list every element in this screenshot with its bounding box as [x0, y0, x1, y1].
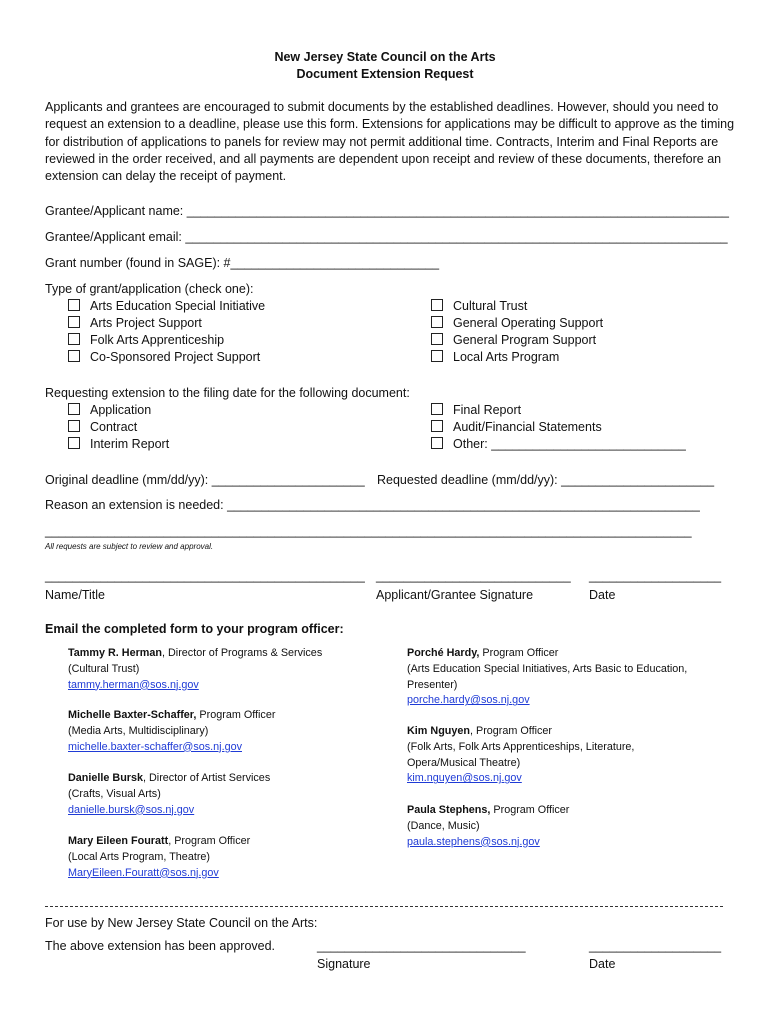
- checkbox-icon[interactable]: [68, 437, 80, 449]
- requested-deadline-field[interactable]: Requested deadline (mm/dd/yy): ______________________: [377, 473, 715, 487]
- checkbox-contract[interactable]: [68, 420, 137, 434]
- officer-programs: (Dance, Music): [407, 819, 480, 832]
- officer-programs: (Crafts, Visual Arts): [68, 787, 161, 800]
- applicant-signature-line[interactable]: ____________________________: [376, 569, 571, 583]
- checkbox-local-arts[interactable]: [431, 350, 559, 364]
- checkbox-icon[interactable]: [431, 403, 443, 415]
- checkbox-application[interactable]: [68, 403, 151, 417]
- checkbox-icon[interactable]: [431, 437, 443, 449]
- checkbox-label: Audit/Financial Statements: [453, 420, 602, 434]
- checkbox-label: Interim Report: [90, 437, 170, 451]
- checkbox-label: General Program Support: [453, 333, 597, 347]
- officer-baxter-schaffer: [68, 708, 275, 755]
- officer-programs: (Local Arts Program, Theatre): [68, 850, 211, 863]
- officer-stephens: [407, 803, 569, 850]
- officer-name: Porché Hardy,: [407, 647, 480, 659]
- officer-role: , Program Officer: [470, 725, 552, 737]
- original-deadline-field[interactable]: Original deadline (mm/dd/yy): ______________________: [45, 473, 365, 487]
- officer-name: Michelle Baxter-Schaffer,: [68, 709, 197, 721]
- checkbox-label: Application: [90, 403, 152, 417]
- checkbox-final-report[interactable]: [431, 403, 521, 417]
- checkbox-co-sponsored[interactable]: [68, 350, 260, 364]
- officer-name: Tammy R. Herman: [68, 647, 163, 659]
- approval-statement: The above extension has been approved.: [45, 939, 276, 953]
- date-line[interactable]: ___________________: [589, 569, 722, 583]
- form-title: New Jersey State Council on the Arts: [274, 50, 496, 64]
- checkbox-icon[interactable]: [68, 299, 80, 311]
- officer-hardy: [407, 646, 687, 709]
- checkbox-icon[interactable]: [68, 403, 80, 415]
- checkbox-cultural-trust[interactable]: [431, 299, 527, 313]
- checkbox-general-operating[interactable]: [431, 316, 603, 330]
- officer-role: Program Officer: [490, 804, 570, 816]
- council-use-label: For use by New Jersey State Council on the Arts:: [45, 916, 318, 930]
- officer-fouratt: [68, 834, 250, 881]
- checkbox-arts-project[interactable]: [68, 316, 202, 330]
- grantee-name-field[interactable]: Grantee/Applicant name: ______________________________________________________________________________: [45, 204, 729, 218]
- officer-programs-cont: Opera/Musical Theatre): [407, 756, 521, 769]
- grantee-email-field[interactable]: Grantee/Applicant email: ______________________________________________________________________________: [45, 230, 728, 244]
- officer-role: , Program Officer: [168, 835, 251, 847]
- section-divider: [45, 906, 723, 907]
- officers-heading: Email the completed form to your program officer:: [45, 622, 344, 636]
- checkbox-interim-report[interactable]: [68, 437, 169, 451]
- checkbox-icon[interactable]: [431, 316, 443, 328]
- checkbox-label: Arts Education Special Initiative: [90, 299, 266, 313]
- checkbox-icon[interactable]: [68, 333, 80, 345]
- grant-type-label: Type of grant/application (check one):: [45, 282, 254, 296]
- officer-email-link[interactable]: MaryEileen.Fouratt@sos.nj.gov: [68, 866, 219, 879]
- name-title-line[interactable]: ______________________________________________: [45, 569, 365, 583]
- officer-email-link[interactable]: porche.hardy@sos.nj.gov: [407, 694, 530, 707]
- officer-programs: (Arts Education Special Initiatives, Arts Basic to Education,: [407, 662, 688, 675]
- officer-nguyen: [407, 724, 634, 787]
- checkbox-general-program[interactable]: [431, 333, 596, 347]
- form-subtitle: Document Extension Request: [296, 67, 474, 81]
- officer-email-link[interactable]: danielle.bursk@sos.nj.gov: [68, 803, 195, 816]
- officer-role: , Director of Artist Services: [143, 772, 271, 784]
- checkbox-icon[interactable]: [431, 350, 443, 362]
- council-date-line[interactable]: ___________________: [589, 939, 722, 953]
- applicant-signature-label: Applicant/Grantee Signature: [376, 588, 534, 602]
- officer-name: Kim Nguyen: [407, 725, 470, 737]
- checkbox-icon[interactable]: [68, 316, 80, 328]
- checkbox-label: General Operating Support: [453, 316, 604, 330]
- checkbox-label: Contract: [90, 420, 138, 434]
- intro-paragraph: Applicants and grantees are encouraged to submit documents by the established deadlines. However, should you need to request an extension to a deadline, please use this form. Extensions for applications may be difficult to approve as the timing for distribution of applications to panels for review may not permit additional time. Contracts, Interim and Final Reports are reviewed in the order received, and all payments are dependent upon receipt and review of these documents, therefore an extension can delay the receipt of payment.: [45, 100, 735, 184]
- checkbox-label: Final Report: [453, 403, 522, 417]
- officer-role: Program Officer: [196, 709, 276, 721]
- officer-programs: (Cultural Trust): [68, 662, 140, 675]
- checkbox-arts-education[interactable]: [68, 299, 265, 313]
- document-type-label: Requesting extension to the filing date for the following document:: [45, 386, 410, 400]
- checkbox-label: Co-Sponsored Project Support: [90, 350, 261, 364]
- date-label: Date: [589, 588, 616, 602]
- council-signature-label: Signature: [317, 957, 371, 971]
- officer-role: Program Officer: [479, 647, 559, 659]
- officer-bursk: [68, 771, 270, 818]
- officer-name: Danielle Bursk: [68, 772, 144, 784]
- checkbox-icon[interactable]: [431, 333, 443, 345]
- checkbox-label: Cultural Trust: [453, 299, 528, 313]
- officer-email-link[interactable]: kim.nguyen@sos.nj.gov: [407, 772, 522, 785]
- officer-email-link[interactable]: michelle.baxter-schaffer@sos.nj.gov: [68, 740, 242, 753]
- council-date-label: Date: [589, 957, 616, 971]
- checkbox-icon[interactable]: [431, 420, 443, 432]
- checkbox-other[interactable]: [431, 437, 686, 451]
- reason-field-line2[interactable]: _____________________________________________________________________________________________: [45, 524, 692, 538]
- officer-programs: (Media Arts, Multidisciplinary): [68, 724, 209, 737]
- officer-email-link[interactable]: paula.stephens@sos.nj.gov: [407, 835, 540, 848]
- checkbox-icon[interactable]: [68, 420, 80, 432]
- officer-programs: (Folk Arts, Folk Arts Apprenticeships, Literature,: [407, 740, 635, 753]
- officer-herman: [68, 646, 322, 693]
- checkbox-folk-arts[interactable]: [68, 333, 224, 347]
- checkbox-icon[interactable]: [431, 299, 443, 311]
- checkbox-label: Folk Arts Apprenticeship: [90, 333, 225, 347]
- checkbox-label: Local Arts Program: [453, 350, 560, 364]
- grant-number-field[interactable]: Grant number (found in SAGE): #______________________________: [45, 256, 440, 270]
- officer-programs-cont: Presenter): [407, 678, 458, 691]
- officer-role: , Director of Programs & Services: [162, 647, 323, 659]
- officer-name: Mary Eileen Fouratt: [68, 835, 169, 847]
- review-note: All requests are subject to review and approval.: [45, 542, 214, 551]
- checkbox-icon[interactable]: [68, 350, 80, 362]
- council-signature-line[interactable]: ______________________________: [317, 939, 526, 953]
- name-title-label: Name/Title: [45, 588, 105, 602]
- officer-name: Paula Stephens,: [407, 804, 491, 816]
- officer-email-link[interactable]: tammy.herman@sos.nj.gov: [68, 678, 199, 691]
- checkbox-label: Other: ____________________________: [453, 437, 686, 451]
- reason-field[interactable]: Reason an extension is needed: ____________________________________________________________________: [45, 498, 700, 512]
- checkbox-audit[interactable]: [431, 420, 602, 434]
- checkbox-label: Arts Project Support: [90, 316, 202, 330]
